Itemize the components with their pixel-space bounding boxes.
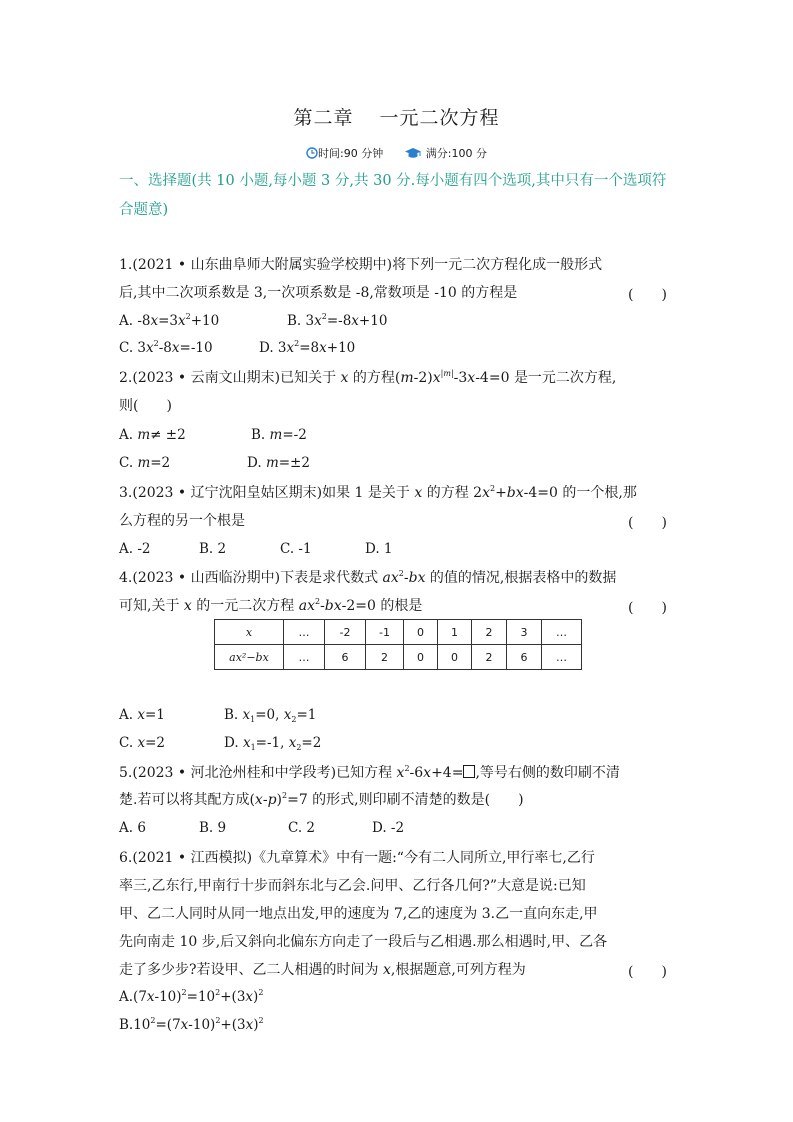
table-cell: 0	[404, 645, 438, 670]
table-cell: 6	[325, 645, 366, 670]
table-header-cell: x	[215, 620, 284, 645]
q6-answer-blank[interactable]: ( )	[628, 964, 667, 980]
exam-meta	[0, 145, 793, 162]
q4-text-a: 4.(2023 • 山西临汾期中)下表是求代数式	[119, 570, 379, 586]
q1-answer-blank[interactable]: ( )	[628, 287, 667, 303]
table-cell: 3	[507, 620, 542, 645]
q1-option-d[interactable]: D. $3x^2=8x+10$	[259, 339, 356, 356]
table-cell: 0	[404, 620, 438, 645]
section-heading: 一、选择题(共 10 小题,每小题 3 分,共 30 分.每小题有四个选项,其中只有一个选项符合题意)	[119, 173, 667, 218]
q5-option-b[interactable]: B. 9	[199, 820, 227, 836]
q4-value-table	[214, 619, 582, 670]
table-cell: -2	[325, 620, 366, 645]
q4-stem-line1: 4.(2023 • 山西临汾期中)下表是求代数式 $ax^2-bx$ 的值的情况,根据表格中的数据	[119, 569, 617, 586]
q6-stem-line2: 率三,乙东行,甲南行十步而斜东北与乙会.问甲、乙行各几何?”大意是说:已知	[119, 878, 586, 894]
q2-option-c[interactable]: C. m=2	[119, 455, 171, 471]
q6-text-a: 走了多少步?若设甲、乙二人相遇的时间为	[119, 962, 379, 978]
table-row	[215, 645, 582, 670]
option-label: A.	[119, 707, 134, 723]
table-cell: …	[284, 645, 325, 670]
option-label: A.	[119, 989, 134, 1005]
q2-stem-line1: 2.(2023 • 云南文山期末)已知关于 x 的方程$(m-2)x^{|m|}-3x-4=0$ 是一元二次方程,	[119, 369, 617, 386]
option-label: C.	[119, 455, 134, 471]
q3-stem-line2: 么方程的另一个根是	[119, 513, 245, 529]
option-label: D.	[224, 735, 239, 751]
table-cell: …	[542, 645, 582, 670]
table-cell: 1	[438, 620, 472, 645]
q5-text-b: ,等号右侧的数印刷不清	[475, 765, 620, 781]
table-row	[215, 620, 582, 645]
q1-stem-line2: 后,其中二次项系数是 3,一次项系数是 -8,常数项是 -10 的方程是	[119, 285, 518, 301]
q6-stem-line3: 甲、乙二人同时从同一地点出发,甲的速度为 7,乙的速度为 3.乙一直向东走,甲	[119, 906, 598, 922]
option-label: D.	[259, 340, 274, 356]
q6-text-b: ,根据题意,可列方程为	[390, 962, 526, 978]
option-label: A.	[119, 427, 134, 443]
q3-text-b: 的方程	[426, 485, 469, 501]
q3-option-a[interactable]: A. -2	[119, 541, 151, 557]
q3-stem-line1: 3.(2023 • 辽宁沈阳皇姑区期末)如果 1 是关于 x 的方程 $2x^2+bx-4=0$ 的一个根,那	[119, 484, 637, 501]
q5-option-d[interactable]: D. -2	[372, 820, 405, 836]
q4-text-e: 的根是	[380, 598, 423, 614]
q2-option-b[interactable]: B. m=-2	[251, 427, 307, 443]
q6-stem-line4: 先向南走 10 步,后又斜向北偏东方向走了一段后与乙相遇.那么相遇时,甲、乙各	[119, 934, 608, 950]
table-cell: 0	[438, 645, 472, 670]
q5-option-c[interactable]: C. 2	[288, 820, 316, 836]
graduation-cap-icon	[404, 147, 422, 162]
q5-option-a[interactable]: A. 6	[119, 820, 146, 836]
q5-text-d: =7 的形式,则印刷不清楚的数是( )	[287, 792, 524, 808]
q6-option-a[interactable]: $A.(7x-10)^2=10^2+(3x)^2$	[119, 988, 264, 1005]
q5-text-c: 楚.若可以将其配方成(	[119, 792, 255, 808]
q4-text-d: 的一元二次方程	[196, 598, 295, 614]
q2-text-b: 的方程(	[352, 370, 401, 386]
q4-option-d[interactable]: D. $x_1=-1$, $x_2=2$	[224, 735, 322, 752]
table-cell: …	[284, 620, 325, 645]
q4-option-a[interactable]: A. x=1	[119, 707, 165, 723]
q5-stem-line2: 楚.若可以将其配方成$(x-p)^2=7$ 的形式,则印刷不清楚的数是( )	[119, 791, 524, 808]
table-cell: -1	[366, 620, 404, 645]
full-score: 满分:100 分	[425, 147, 487, 160]
chapter-number: 第二章	[293, 107, 354, 129]
q2-option-a[interactable]: A. m≠ ±2	[119, 427, 186, 443]
blank-box	[463, 765, 475, 778]
page-title	[0, 103, 793, 130]
q4-text-b: 的值的情况,根据表格中的数据	[429, 570, 617, 586]
table-cell: 2	[472, 645, 507, 670]
q4-text-c: 可知,关于	[119, 598, 180, 614]
q1-option-b[interactable]: B. $3x^2=-8x+10$	[287, 312, 388, 329]
chapter-name: 一元二次方程	[379, 107, 500, 129]
q2-text-c: 是一元二次方程,	[513, 370, 617, 386]
option-label: B.	[251, 427, 266, 443]
q3-text-c: 的一个根,那	[562, 485, 637, 501]
q4-option-c[interactable]: C. x=2	[119, 735, 165, 751]
q1-option-a[interactable]: A. $-8x=3x^2+10$	[119, 312, 220, 329]
q5-stem-line1: 5.(2023 • 河北沧州桂和中学段考)已知方程 $x^2-6x+4=$ ,等号右侧的数印刷不清	[119, 764, 620, 781]
table-cell: 6	[507, 645, 542, 670]
option-label: C.	[119, 735, 134, 751]
q4-answer-blank[interactable]: ( )	[628, 600, 667, 616]
q6-stem-line5: 走了多少步?若设甲、乙二人相遇的时间为 x,根据题意,可列方程为	[119, 962, 526, 978]
option-label: D.	[247, 455, 262, 471]
q3-answer-blank[interactable]: ( )	[628, 515, 667, 531]
q5-text-a: 5.(2023 • 河北沧州桂和中学段考)已知方程	[119, 765, 393, 781]
q3-option-d[interactable]: D. 1	[365, 541, 393, 557]
clock-icon	[306, 147, 318, 162]
q1-stem-line1: 1.(2021 • 山东曲阜师大附属实验学校期中)将下列一元二次方程化成一般形式	[119, 257, 603, 273]
q1-option-c[interactable]: C. $3x^2-8x=-10$	[119, 339, 213, 356]
option-label: A.	[119, 313, 134, 329]
q4-stem-line2: 可知,关于 x 的一元二次方程 $ax^2-bx-2=0$ 的根是	[119, 597, 423, 614]
q6-stem-line1: 6.(2021 • 江西模拟)《九章算术》中有一题:“今有二人同所立,甲行率七,乙行	[119, 850, 595, 866]
q3-option-c[interactable]: C. -1	[280, 541, 312, 557]
q2-stem-line2: 则( )	[119, 398, 172, 414]
option-label: B.	[224, 707, 239, 723]
table-cell: …	[542, 620, 582, 645]
q6-option-b[interactable]: $B.10^2=(7x-10)^2+(3x)^2$	[119, 1016, 264, 1033]
table-header-cell: ax²−bx	[215, 645, 284, 670]
q3-option-b[interactable]: B. 2	[199, 541, 227, 557]
option-label: B.	[119, 1017, 134, 1033]
q3-text-a: 3.(2023 • 辽宁沈阳皇姑区期末)如果 1 是关于	[119, 485, 410, 501]
q2-text-a: 2.(2023 • 云南文山期末)已知关于	[119, 370, 337, 386]
q4-option-b[interactable]: B. $x_1=0$, $x_2=1$	[224, 707, 317, 724]
q2-option-d[interactable]: D. m=±2	[247, 455, 310, 471]
table-cell: 2	[366, 645, 404, 670]
option-label: C.	[119, 340, 134, 356]
time-limit: 时间:90 分钟	[318, 147, 384, 160]
option-label: B.	[287, 313, 302, 329]
table-cell: 2	[472, 620, 507, 645]
